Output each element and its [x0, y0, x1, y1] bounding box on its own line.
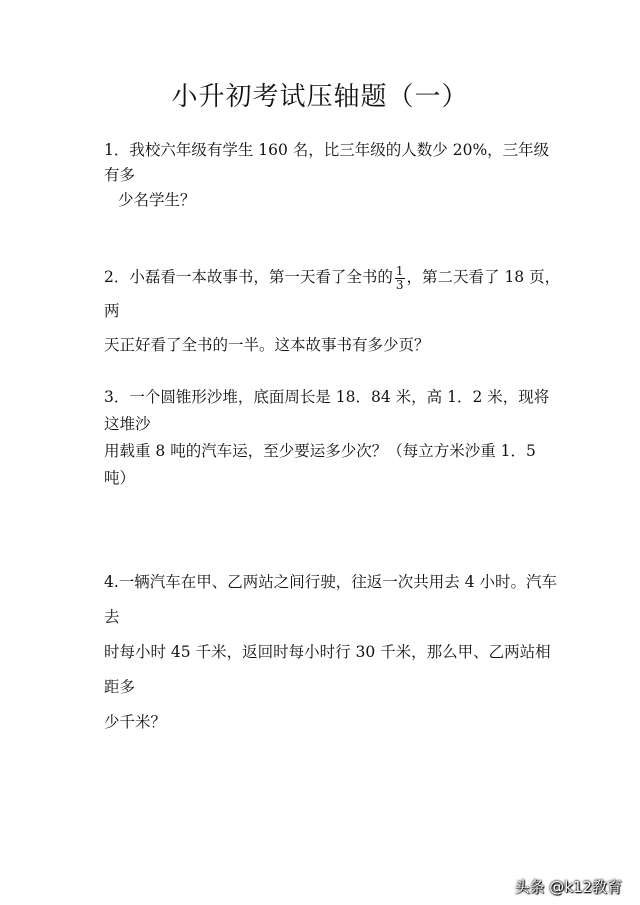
question-4-line-1: 4.一辆汽车在甲、乙两站之间行驶，往返一次共用去 4 小时。汽车去 — [104, 573, 558, 626]
question-1-line-1: 1．我校六年级有学生 160 名，比三年级的人数少 20%，三年级有多 — [104, 141, 550, 184]
watermark: 头条 @k12教育 — [514, 878, 622, 896]
question-2 — [104, 260, 564, 362]
question-2-text-after-fraction: ，第二天看了 18 页，两 — [104, 268, 561, 320]
fraction-one-third — [395, 265, 405, 292]
question-4-line-2: 时每小时 45 千米，返回时每小时行 30 千米，那么甲、乙两站相距多 — [104, 643, 551, 696]
question-3-line-1: 3．一个圆锥形沙堆，底面周长是 18．84 米，高 1．2 米，现将这堆沙 — [104, 388, 550, 433]
question-3 — [104, 384, 564, 492]
question-1-line-2: 少名学生？ — [118, 191, 196, 209]
question-4 — [104, 565, 564, 740]
fraction-denominator: 3 — [395, 277, 404, 292]
question-2-line-1 — [104, 260, 564, 328]
question-3-line-2: 用载重 8 吨的汽车运，至少要运多少次？（每立方米沙重 1．5 吨） — [104, 442, 536, 487]
fraction-numerator: 1 — [395, 263, 404, 278]
question-4-line-3: 少千米？ — [104, 713, 167, 731]
question-2-line-2: 天正好看了全书的一半。这本故事书有多少页？ — [104, 336, 430, 354]
page-title: 小升初考试压轴题（一） — [171, 82, 469, 112]
question-2-text-before-fraction: 2．小磊看一本故事书，第一天看了全书的 — [104, 268, 393, 286]
question-1 — [104, 138, 564, 213]
